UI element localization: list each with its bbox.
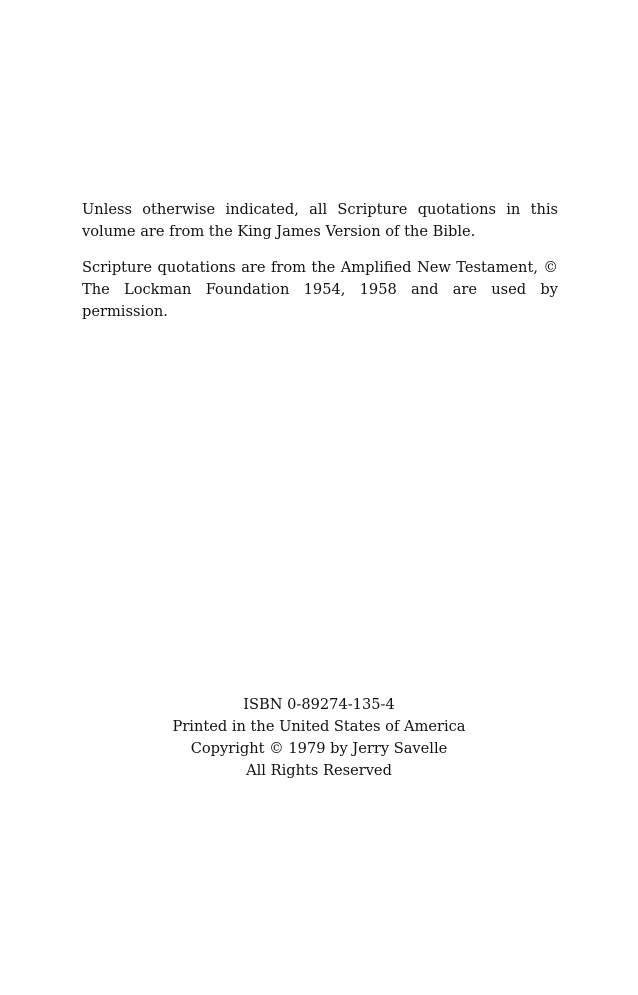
scripture-default-notice: Unless otherwise indicated, all Scripture quotations in this volume are from the King James Version of the Bible.	[82, 201, 558, 240]
copyright-line: Copyright © 1979 by Jerry Savelle	[190, 740, 448, 757]
scripture-notices	[82, 199, 558, 323]
printed-in-line: Printed in the United States of America	[172, 718, 466, 735]
colophon	[0, 694, 638, 782]
scripture-amplified-notice: Scripture quotations are from the Amplified New Testament, © The Lockman Foundation 1954, 1958 and are used by permission.	[82, 259, 558, 320]
rights-reserved-line: All Rights Reserved	[246, 762, 392, 779]
isbn-line: ISBN 0-89274-135-4	[243, 696, 395, 713]
